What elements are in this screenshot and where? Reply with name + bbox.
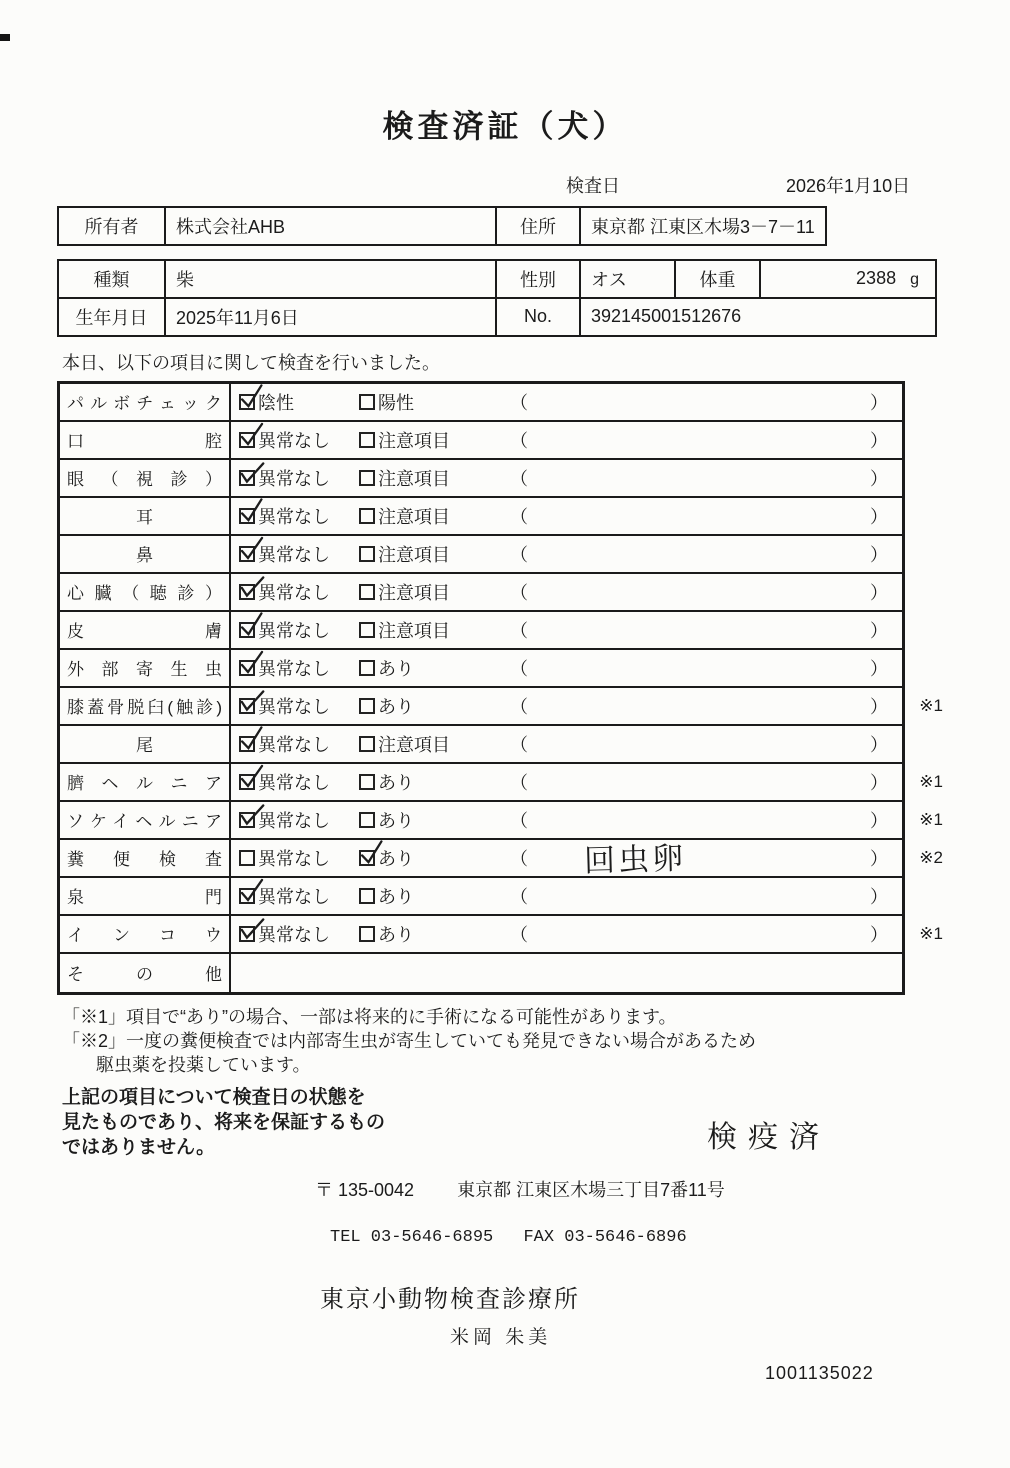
exam-row-9 bbox=[60, 726, 902, 764]
disclaimer-line-3: ではありません。 bbox=[62, 1136, 216, 1158]
exam-option-label: 異常なし bbox=[258, 734, 330, 755]
checkbox-unchecked-icon bbox=[359, 394, 375, 410]
close-paren: ） bbox=[870, 430, 888, 451]
exam-item-label: 皮膚 bbox=[67, 622, 222, 642]
page-title: 検査済証（犬） bbox=[382, 108, 628, 144]
handwritten-check-icon bbox=[234, 456, 267, 489]
disclaimer-line-1: 上記の項目について検査日の状態を bbox=[62, 1086, 366, 1108]
exam-row-10 bbox=[60, 764, 943, 802]
quarantine-stamp: 検疫済 bbox=[707, 1120, 830, 1154]
exam-option-label: 注意項目 bbox=[378, 430, 450, 451]
exam-item-label: 心臓（聴診） bbox=[67, 584, 222, 604]
exam-note-cell bbox=[496, 460, 902, 496]
owner-table bbox=[57, 206, 827, 246]
checkbox-unchecked-icon bbox=[359, 660, 375, 676]
exam-option-cell bbox=[231, 384, 355, 420]
exam-intro: 本日、以下の項目に関して検査を行いました。 bbox=[62, 352, 440, 373]
handwritten-check-icon bbox=[234, 684, 267, 717]
exam-option-label: あり bbox=[378, 810, 414, 831]
exam-option-label: 注意項目 bbox=[378, 544, 450, 565]
checkbox-checked-icon bbox=[239, 546, 255, 562]
exam-option-cell bbox=[355, 422, 496, 458]
handwritten-check-icon bbox=[234, 798, 267, 831]
exam-note-cell bbox=[496, 498, 902, 534]
exam-option-cell bbox=[231, 840, 355, 876]
exam-note-cell bbox=[496, 650, 902, 686]
close-paren: ） bbox=[870, 924, 888, 945]
handwritten-check-icon bbox=[236, 762, 266, 792]
close-paren: ） bbox=[870, 886, 888, 907]
footnote-mark: ※1 bbox=[919, 809, 943, 829]
checkbox-checked-icon bbox=[359, 850, 375, 866]
exam-item-label: 臍ヘルニア bbox=[67, 774, 222, 794]
exam-item-name-cell bbox=[60, 422, 231, 458]
handwritten-check-icon bbox=[236, 534, 266, 564]
checkbox-checked-icon bbox=[239, 698, 255, 714]
exam-note-cell bbox=[496, 688, 902, 724]
open-paren: （ bbox=[510, 392, 528, 413]
exam-option-cell bbox=[355, 916, 496, 952]
pet-table bbox=[57, 259, 937, 337]
exam-note-cell bbox=[496, 764, 902, 800]
exam-row-8 bbox=[60, 688, 943, 726]
handwritten-check-icon bbox=[234, 912, 267, 945]
close-paren: ） bbox=[870, 810, 888, 831]
exam-option-label: 異常なし bbox=[258, 886, 330, 907]
exam-item-name-cell bbox=[60, 612, 231, 648]
open-paren: （ bbox=[510, 886, 528, 907]
open-paren: （ bbox=[510, 430, 528, 451]
disclaimer-line-2: 見たものであり、将来を保証するもの bbox=[62, 1111, 386, 1133]
exam-row-2 bbox=[60, 460, 902, 498]
scan-artifact bbox=[0, 34, 10, 41]
footnote-mark: ※1 bbox=[919, 771, 943, 791]
document-code: 1001135022 bbox=[765, 1362, 874, 1383]
open-paren: （ bbox=[510, 734, 528, 755]
sex-value: オス bbox=[580, 260, 675, 298]
exam-note-cell bbox=[496, 612, 902, 648]
open-paren: （ bbox=[510, 772, 528, 793]
exam-option-cell bbox=[355, 650, 496, 686]
exam-option-label: あり bbox=[378, 924, 414, 945]
inspection-date-value: 2026年1月10日 bbox=[786, 175, 911, 196]
exam-item-label: 外部寄生虫 bbox=[67, 660, 222, 680]
checkbox-unchecked-icon bbox=[359, 888, 375, 904]
open-paren: （ bbox=[510, 924, 528, 945]
exam-option-label: 異常なし bbox=[258, 848, 330, 869]
exam-option-label: 陰性 bbox=[258, 392, 294, 413]
exam-item-name-cell bbox=[60, 650, 231, 686]
exam-option-cell bbox=[231, 802, 355, 838]
exam-item-label: 尾 bbox=[136, 736, 153, 756]
checkbox-unchecked-icon bbox=[359, 622, 375, 638]
checkbox-unchecked-icon bbox=[239, 850, 255, 866]
handwritten-check-icon bbox=[234, 570, 267, 603]
exam-option-cell bbox=[355, 460, 496, 496]
inspection-date-row bbox=[0, 172, 1010, 196]
handwritten-check-icon bbox=[235, 609, 267, 641]
exam-item-label: 口腔 bbox=[67, 432, 222, 452]
checkbox-unchecked-icon bbox=[359, 508, 375, 524]
exam-row-12 bbox=[60, 840, 943, 879]
exam-item-name-cell bbox=[60, 574, 231, 610]
exam-option-cell bbox=[355, 498, 496, 534]
handwritten-check-icon bbox=[355, 837, 387, 869]
exam-note-cell bbox=[496, 916, 902, 952]
footnote-mark: ※1 bbox=[919, 695, 943, 715]
checkbox-checked-icon bbox=[239, 660, 255, 676]
open-paren: （ bbox=[510, 620, 528, 641]
exam-option-cell bbox=[355, 878, 496, 914]
exam-item-label: パルボチェック bbox=[67, 394, 222, 414]
microchip-number: 392145001512676 bbox=[580, 298, 936, 336]
open-paren: （ bbox=[510, 848, 528, 869]
exam-option-cell bbox=[355, 802, 496, 838]
exam-option-label: 異常なし bbox=[258, 696, 330, 717]
exam-item-label: 眼（視診） bbox=[67, 470, 222, 490]
exam-option-cell bbox=[231, 916, 355, 952]
close-paren: ） bbox=[870, 696, 888, 717]
exam-table bbox=[57, 381, 943, 995]
exam-item-name-cell bbox=[60, 460, 231, 496]
no-label: No. bbox=[496, 298, 580, 336]
weight-label: 体重 bbox=[675, 260, 760, 298]
open-paren: （ bbox=[510, 544, 528, 565]
exam-option-cell bbox=[355, 840, 496, 876]
sex-label: 性別 bbox=[496, 260, 580, 298]
exam-option-label: 注意項目 bbox=[378, 582, 450, 603]
owner-name: 株式会社AHB bbox=[165, 207, 496, 245]
exam-item-name-cell bbox=[60, 802, 231, 838]
exam-row-3 bbox=[60, 498, 902, 536]
close-paren: ） bbox=[870, 658, 888, 679]
checkbox-unchecked-icon bbox=[359, 546, 375, 562]
footnote-1: 「※1」項目で“あり”の場合、一部は将来的に手術になる可能性があります。 bbox=[62, 1006, 677, 1027]
exam-note-cell bbox=[496, 384, 902, 420]
exam-note-cell bbox=[496, 840, 902, 879]
weight-unit: g bbox=[910, 271, 919, 289]
footnotes bbox=[62, 1005, 1010, 1077]
checkbox-checked-icon bbox=[239, 812, 255, 828]
inspection-date-label: 検査日 bbox=[566, 175, 620, 196]
exam-option-label: 注意項目 bbox=[378, 734, 450, 755]
empty-cell bbox=[231, 954, 902, 992]
exam-item-label: ソケイヘルニア bbox=[67, 812, 222, 832]
exam-item-label: 膝蓋骨脱臼(触診) bbox=[67, 698, 222, 718]
exam-option-label: 異常なし bbox=[258, 430, 330, 451]
exam-row-6 bbox=[60, 612, 902, 650]
checkbox-checked-icon bbox=[239, 584, 255, 600]
exam-option-cell bbox=[231, 574, 355, 610]
exam-row-14 bbox=[60, 916, 943, 954]
weight-cell bbox=[760, 260, 936, 298]
exam-option-label: 注意項目 bbox=[378, 506, 450, 527]
close-paren: ） bbox=[870, 506, 888, 527]
birth-value: 2025年11月6日 bbox=[165, 298, 496, 336]
close-paren: ） bbox=[870, 848, 888, 869]
checkbox-checked-icon bbox=[239, 774, 255, 790]
exam-note-cell bbox=[496, 574, 902, 610]
exam-item-name-cell bbox=[60, 688, 231, 724]
exam-row-11 bbox=[60, 802, 943, 840]
owner-label: 所有者 bbox=[58, 207, 165, 245]
breed-value: 柴 bbox=[165, 260, 496, 298]
exam-item-label: 鼻 bbox=[136, 546, 153, 566]
checkbox-checked-icon bbox=[239, 736, 255, 752]
exam-option-cell bbox=[231, 612, 355, 648]
checkbox-checked-icon bbox=[239, 622, 255, 638]
open-paren: （ bbox=[510, 468, 528, 489]
examiner-name: 米岡 朱美 bbox=[450, 1326, 552, 1348]
exam-option-label: あり bbox=[378, 772, 414, 793]
checkbox-checked-icon bbox=[239, 926, 255, 942]
pet-row-1 bbox=[58, 260, 936, 298]
handwritten-check-icon bbox=[236, 648, 266, 678]
owner-row bbox=[58, 207, 826, 245]
owner-address-label: 住所 bbox=[496, 207, 580, 245]
footnote-mark: ※2 bbox=[919, 847, 943, 867]
open-paren: （ bbox=[510, 810, 528, 831]
clinic-name: 東京小動物検査診療所 bbox=[320, 1285, 580, 1313]
close-paren: ） bbox=[870, 620, 888, 641]
exam-option-cell bbox=[355, 574, 496, 610]
pet-row-2 bbox=[58, 298, 936, 336]
checkbox-unchecked-icon bbox=[359, 926, 375, 942]
checkbox-unchecked-icon bbox=[359, 698, 375, 714]
exam-option-cell bbox=[231, 764, 355, 800]
footnote-2-continued: 駆虫薬を投薬しています。 bbox=[96, 1054, 311, 1075]
exam-row-7 bbox=[60, 650, 902, 688]
exam-item-name-cell bbox=[60, 764, 231, 800]
checkbox-checked-icon bbox=[239, 508, 255, 524]
exam-item-name-cell bbox=[60, 726, 231, 762]
exam-option-cell bbox=[231, 726, 355, 762]
exam-option-cell bbox=[355, 688, 496, 724]
exam-option-label: あり bbox=[378, 696, 414, 717]
exam-option-label: 異常なし bbox=[258, 544, 330, 565]
exam-option-label: あり bbox=[378, 848, 414, 869]
exam-row-5 bbox=[60, 574, 902, 612]
exam-option-label: あり bbox=[378, 886, 414, 907]
exam-item-label: インコウ bbox=[67, 926, 222, 946]
open-paren: （ bbox=[510, 506, 528, 527]
exam-note-cell bbox=[496, 726, 902, 762]
exam-option-label: 異常なし bbox=[258, 506, 330, 527]
exam-row-1 bbox=[60, 422, 902, 460]
exam-option-cell bbox=[355, 612, 496, 648]
exam-item-name-cell bbox=[60, 498, 231, 534]
exam-option-cell bbox=[231, 536, 355, 572]
footnote-2: 「※2」一度の糞便検査では内部寄生虫が寄生していても発見できない場合があるため bbox=[62, 1030, 757, 1051]
exam-option-label: 異常なし bbox=[258, 658, 330, 679]
checkbox-unchecked-icon bbox=[359, 470, 375, 486]
exam-item-name-cell bbox=[60, 878, 231, 914]
open-paren: （ bbox=[510, 696, 528, 717]
exam-item-label: 耳 bbox=[136, 508, 153, 528]
handwritten-note: 回虫卵 bbox=[583, 840, 687, 879]
birth-label: 生年月日 bbox=[58, 298, 165, 336]
exam-option-label: 異常なし bbox=[258, 924, 330, 945]
exam-option-cell bbox=[231, 498, 355, 534]
exam-row-15 bbox=[60, 954, 902, 992]
exam-option-label: あり bbox=[378, 658, 414, 679]
fax-number: FAX 03-5646-6896 bbox=[523, 1227, 687, 1247]
handwritten-check-icon bbox=[235, 495, 267, 527]
tel-number: TEL 03-5646-6895 bbox=[330, 1227, 494, 1247]
close-paren: ） bbox=[870, 582, 888, 603]
exam-option-label: 異常なし bbox=[258, 582, 330, 603]
handwritten-check-icon bbox=[236, 420, 266, 450]
breed-label: 種類 bbox=[58, 260, 165, 298]
exam-option-cell bbox=[355, 384, 496, 420]
close-paren: ） bbox=[870, 392, 888, 413]
checkbox-checked-icon bbox=[239, 432, 255, 448]
exam-note-cell bbox=[496, 536, 902, 572]
exam-row-13 bbox=[60, 878, 902, 916]
close-paren: ） bbox=[870, 734, 888, 755]
bottom-row bbox=[0, 1085, 1010, 1160]
checkbox-unchecked-icon bbox=[359, 432, 375, 448]
exam-option-label: 異常なし bbox=[258, 620, 330, 641]
exam-note-cell bbox=[496, 878, 902, 914]
checkbox-unchecked-icon bbox=[359, 812, 375, 828]
clinic-address-line bbox=[315, 1176, 1010, 1202]
owner-address: 東京都 江東区木場3－7－11 bbox=[580, 207, 826, 245]
checkbox-checked-icon bbox=[239, 470, 255, 486]
exam-option-label: 陽性 bbox=[378, 392, 414, 413]
exam-option-label: 異常なし bbox=[258, 468, 330, 489]
exam-item-name-cell bbox=[60, 536, 231, 572]
checkbox-unchecked-icon bbox=[359, 774, 375, 790]
checkbox-checked-icon bbox=[239, 394, 255, 410]
postal-code: 〒 135-0042 bbox=[315, 1179, 415, 1200]
exam-item-label: 糞便検査 bbox=[67, 850, 222, 870]
checkbox-unchecked-icon bbox=[359, 736, 375, 752]
exam-note-cell bbox=[496, 802, 902, 838]
exam-option-label: 異常なし bbox=[258, 810, 330, 831]
open-paren: （ bbox=[510, 582, 528, 603]
exam-item-name-cell bbox=[60, 840, 231, 876]
close-paren: ） bbox=[870, 772, 888, 793]
exam-item-name-cell bbox=[60, 954, 231, 992]
exam-item-label: その他 bbox=[67, 965, 222, 985]
weight-value: 2388 bbox=[856, 268, 897, 289]
exam-option-label: 注意項目 bbox=[378, 620, 450, 641]
exam-option-cell bbox=[355, 726, 496, 762]
exam-option-cell bbox=[231, 688, 355, 724]
close-paren: ） bbox=[870, 544, 888, 565]
disclaimer bbox=[62, 1085, 385, 1160]
exam-note-cell bbox=[496, 422, 902, 458]
handwritten-check-icon bbox=[236, 876, 266, 906]
checkbox-unchecked-icon bbox=[359, 584, 375, 600]
exam-option-label: 異常なし bbox=[258, 772, 330, 793]
handwritten-check-icon bbox=[235, 723, 267, 755]
exam-option-cell bbox=[231, 460, 355, 496]
footnote-mark: ※1 bbox=[919, 923, 943, 943]
exam-option-cell bbox=[231, 422, 355, 458]
exam-item-label: 泉門 bbox=[67, 888, 222, 908]
exam-item-name-cell bbox=[60, 384, 231, 420]
open-paren: （ bbox=[510, 658, 528, 679]
checkbox-checked-icon bbox=[239, 888, 255, 904]
exam-option-cell bbox=[231, 878, 355, 914]
exam-option-label: 注意項目 bbox=[378, 468, 450, 489]
tel-fax-line bbox=[330, 1228, 1010, 1247]
exam-row-0 bbox=[60, 384, 902, 422]
exam-option-cell bbox=[355, 764, 496, 800]
exam-option-cell bbox=[231, 650, 355, 686]
clinic-address: 東京都 江東区木場三丁目7番11号 bbox=[457, 1179, 725, 1200]
close-paren: ） bbox=[870, 468, 888, 489]
handwritten-check-icon bbox=[235, 381, 267, 413]
exam-row-4 bbox=[60, 536, 902, 574]
exam-item-name-cell bbox=[60, 916, 231, 952]
exam-option-cell bbox=[355, 536, 496, 572]
